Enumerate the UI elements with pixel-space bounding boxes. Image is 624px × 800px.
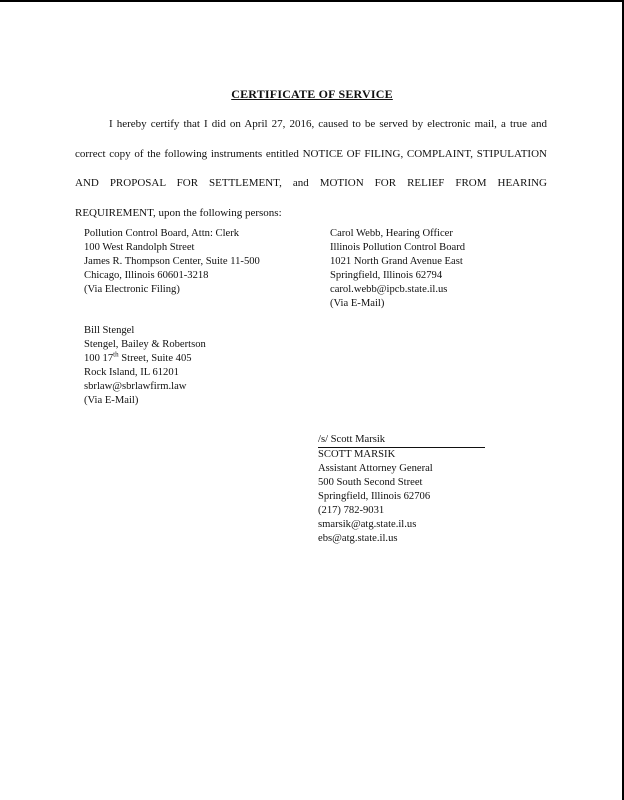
address-line: Bill Stengel [84,325,135,336]
address-line: Stengel, Bailey & Robertson [84,339,206,350]
signature-line: 500 South Second Street [318,477,423,488]
address-line: Rock Island, IL 61201 [84,367,179,378]
address-line: Chicago, Illinois 60601-3218 [84,270,209,281]
signature-line: Springfield, Illinois 62706 [318,491,431,502]
recipient-clerk-address [84,227,260,297]
certification-text: I hereby certify that I did on April 27, 2016, caused to be served by electronic mail, a true and correct copy of the following instruments entitled NOTICE OF FILING, COMPLAINT, STIPULATION AND PROPOSAL FOR SETTLEMENT, and MOTION FOR RELIEF FROM HEARING REQUIREMENT, upon the following persons: [75,118,547,219]
address-line: James R. Thompson Center, Suite 11-500 [84,256,260,267]
recipient-hearing-officer-address [330,227,465,311]
electronic-signature: /s/ Scott Marsik [318,433,485,448]
signature-line: SCOTT MARSIK [318,449,396,460]
recipient-stengel-address [84,324,206,408]
address-line: Springfield, Illinois 62794 [330,270,443,281]
signature-block [318,433,485,546]
address-line: Illinois Pollution Control Board [330,242,466,253]
address-line: Pollution Control Board, Attn: Clerk [84,228,240,239]
address-line-street [84,352,206,366]
address-line: sbrlaw@sbrlawfirm.law [84,381,187,392]
signature-line: Assistant Attorney General [318,463,433,474]
address-line: (Via Electronic Filing) [84,284,180,295]
address-line: 1021 North Grand Avenue East [330,256,463,267]
address-line: (Via E-Mail) [84,395,139,406]
certificate-title: CERTIFICATE OF SERVICE [231,87,393,101]
street-number: 100 17 [84,353,114,364]
signature-line: ebs@atg.state.il.us [318,533,398,544]
signature-line: (217) 782-9031 [318,505,385,516]
ordinal-suffix: th [113,350,119,359]
address-line: 100 West Randolph Street [84,242,195,253]
certification-paragraph [75,110,547,228]
address-line: (Via E-Mail) [330,298,385,309]
address-line: Carol Webb, Hearing Officer [330,228,453,239]
scan-edge-top [0,0,624,2]
signature-line: smarsik@atg.state.il.us [318,519,417,530]
address-line: carol.webb@ipcb.state.il.us [330,284,448,295]
street-rest: Street, Suite 405 [118,353,192,364]
